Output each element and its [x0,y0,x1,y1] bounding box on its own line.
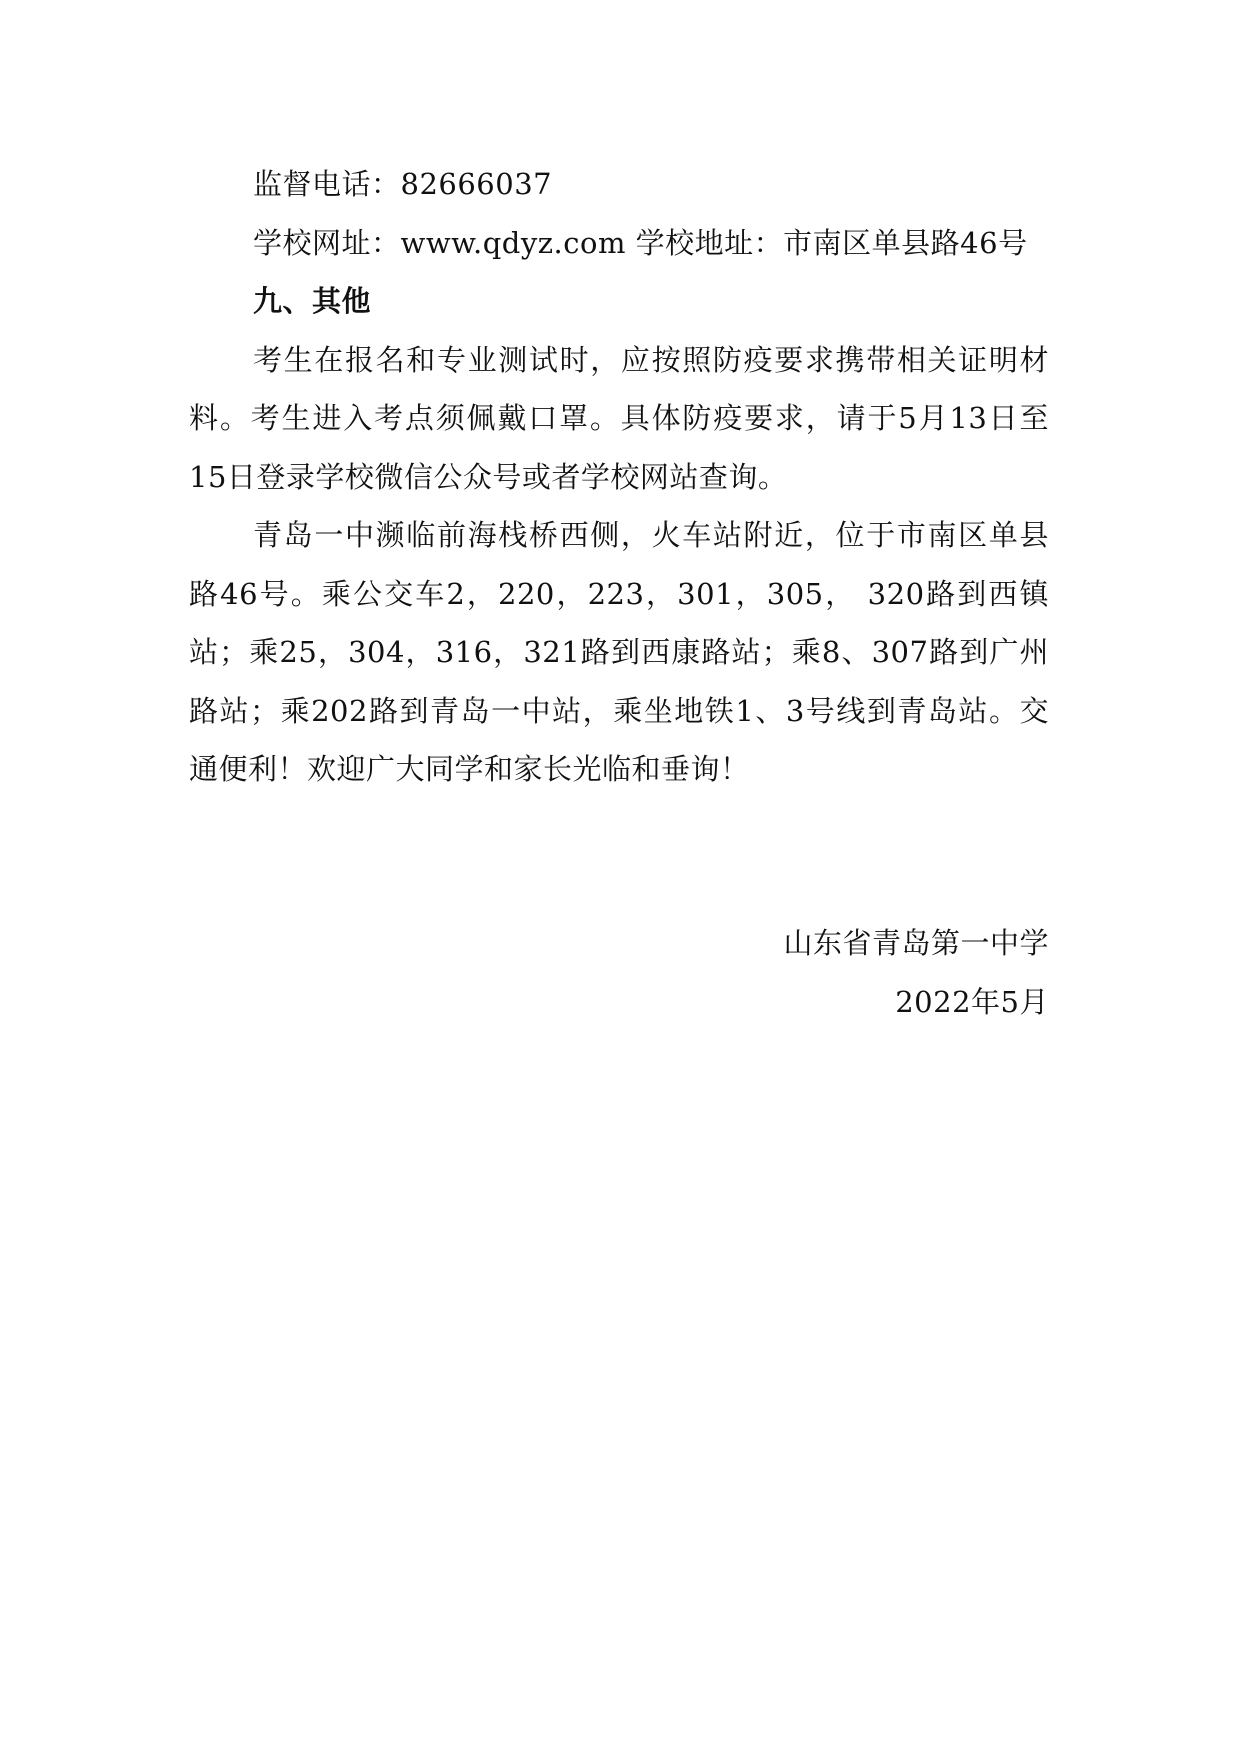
transport-directions-paragraph: 青岛一中濒临前海栈桥西侧，火车站附近，位于市南区单县路46号。乘公交车2，220，223，301，305， 320路到西镇站；乘25，304，316，321路到西康路站；乘8、307路到广州路站；乘202路到青岛一中站，乘坐地铁1、3号线到青岛站。交通便利！欢迎广大同学和家长光临和垂询！ [189,518,1049,786]
section-heading-other: 九、其他 [253,284,372,318]
document-body [189,155,1049,799]
signature-block [783,914,1049,1031]
supervision-phone: 监督电话：82666037 [253,167,553,201]
document-date: 2022年5月 [895,984,1049,1019]
school-name-signature: 山东省青岛第一中学 [783,926,1049,960]
epidemic-requirements-paragraph: 考生在报名和专业测试时，应按照防疫要求携带相关证明材料。考生进入考点须佩戴口罩。具体防疫要求，请于5月13日至15日登录学校微信公众号或者学校网站查询。 [189,342,1049,494]
school-website-address: 学校网址：www.qdyz.com 学校地址：市南区单县路46号 [253,225,1028,260]
